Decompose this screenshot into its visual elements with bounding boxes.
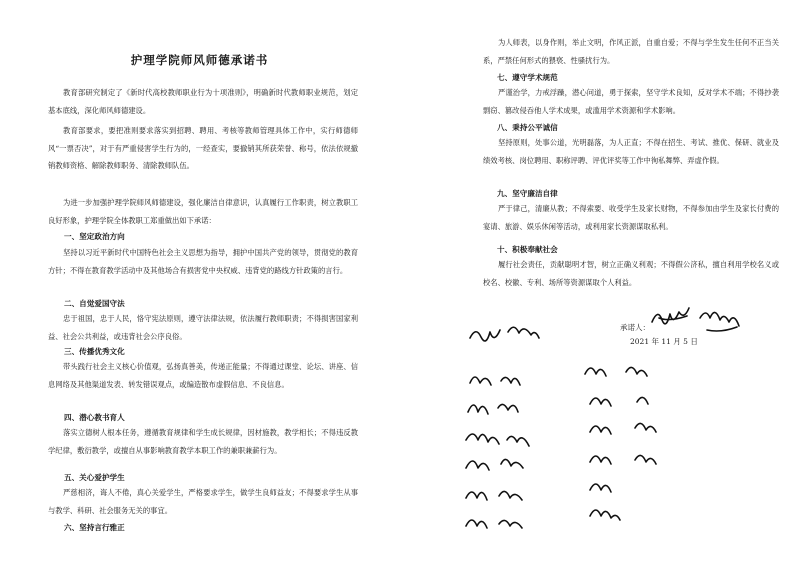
section-text-1: 坚持以习近平新时代中国特色社会主义思想为指导，拥护中国共产党的领导，贯彻党的教育方针；不得在教育教学活动中及其他场合有损害党中央权威、违背党的路线方针政策的言行。	[48, 248, 358, 275]
signature-2	[470, 377, 520, 385]
signature-7	[466, 520, 522, 528]
section-text-10: 履行社会责任，贡献聪明才智，树立正确义利观；不得假公济私，擅自利用学校名义或校名、校徽、专利、场所等资源谋取个人利益。	[483, 260, 779, 287]
intro-paragraph-1: 教育部研究制定了《新时代高校教师职业行为十项准则》，明确新时代教师职业规范，划定基本底线，深化师风师德建设。	[48, 88, 358, 115]
intro-paragraph-3: 为进一步加强护理学院师风师德建设，强化廉洁自律意识，认真履行工作职责，树立教职工良好形象，护理学院全体教职工郑重做出如下承诺：	[48, 198, 358, 225]
section-heading-6: 六、坚持言行雅正	[64, 523, 125, 532]
section-heading-9: 九、坚守廉洁自律	[497, 189, 558, 198]
section-heading-3: 三、传播优秀文化	[64, 347, 125, 356]
signature-3	[468, 404, 518, 414]
section-text-4: 落实立德树人根本任务，遵循教育规律和学生成长规律，因材施教，教学相长；不得违反教学纪律，敷衍教学，或擅自从事影响教育教学本职工作的兼职兼薪行为。	[48, 428, 358, 455]
section-text-7: 严谨治学，力戒浮躁，潜心问道，勇于探索，坚守学术良知，反对学术不端；不得抄袭剽窃、篡改侵吞他人学术成果，或滥用学术资源和学术影响。	[483, 88, 779, 115]
signature-5	[466, 459, 523, 470]
signature-12	[590, 484, 611, 492]
signature-8	[585, 367, 647, 376]
section-text-6: 为人师表，以身作则，举止文明，作风正派，自重自爱；不得与学生发生任何不正当关系，严禁任何形式的猥亵、性骚扰行为。	[483, 38, 779, 65]
signature-1	[470, 327, 539, 341]
signature-promisor-1	[652, 308, 689, 324]
section-heading-1: 一、坚定政治方向	[64, 232, 125, 241]
intro-paragraph-2: 教育部要求，要把准则要求落实到招聘、聘用、考核等教师管理具体工作中，实行师德师风“一票否决”，对于有严重侵害学生行为的，一经查实，要撤销其所获荣誉、称号，依法依规撤销教师资格、解除教师职务、清除教师队伍。	[48, 126, 358, 171]
section-heading-5: 五、关心爱护学生	[64, 473, 125, 482]
promisor-label: 承诺人：	[620, 323, 650, 332]
section-text-5: 严慈相济，诲人不倦，真心关爱学生，严格要求学生，做学生良师益友；不得要求学生从事与教学、科研、社会服务无关的事宜。	[48, 488, 358, 515]
signature-10	[590, 423, 656, 434]
section-heading-2: 二、自觉爱国守法	[64, 299, 125, 308]
signature-4	[466, 434, 529, 446]
section-heading-7: 七、遵守学术规范	[497, 73, 558, 82]
signature-promisor-2	[700, 312, 739, 331]
document-title: 护理学院师风师德承诺书	[130, 53, 269, 67]
signature-9	[590, 397, 648, 406]
section-heading-8: 八、秉持公平诚信	[497, 123, 558, 132]
section-heading-4: 四、潜心教书育人	[64, 413, 125, 422]
signature-6	[466, 491, 522, 500]
section-text-2: 忠于祖国，忠于人民，恪守宪法原则，遵守法律法规，依法履行教师职责；不得损害国家利益、社会公共利益，或违背社会公序良俗。	[48, 314, 358, 341]
signature-date: 2021 年 11 月 5 日	[630, 337, 698, 346]
section-text-3: 带头践行社会主义核心价值观，弘扬真善美，传递正能量；不得通过课堂、论坛、讲座、信息网络及其他渠道发表、转发错误观点，或编造散布虚假信息、不良信息。	[48, 362, 358, 389]
signature-11	[590, 455, 656, 464]
section-heading-10: 十、积极奉献社会	[497, 245, 558, 254]
signature-13	[590, 510, 620, 520]
section-text-8: 坚持原则，处事公道，光明磊落，为人正直；不得在招生、考试、推优、保研、就业及绩效考核、岗位聘用、职称评聘、评优评奖等工作中徇私舞弊、弄虚作假。	[483, 138, 779, 165]
section-text-9: 严于律己，清廉从教；不得索要、收受学生及家长财物，不得参加由学生及家长付费的宴请、旅游、娱乐休闲等活动，或利用家长资源谋取私利。	[483, 204, 779, 231]
